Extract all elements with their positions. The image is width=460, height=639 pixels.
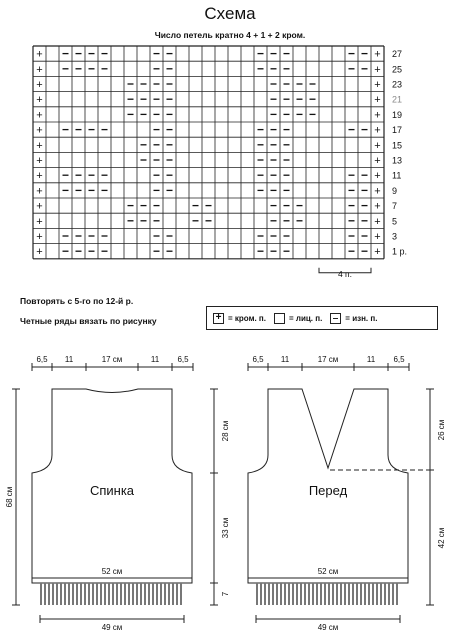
back-width-bottom: 49 см (101, 623, 123, 632)
row-number-label: 21 (392, 94, 403, 105)
row-number-label: 25 (392, 64, 403, 75)
front-height-lower: 42 см (437, 527, 446, 549)
row-number-label: 9 (392, 185, 398, 196)
back-dim-1: 6,5 (36, 355, 48, 364)
row-number-label: 1 р. (392, 246, 408, 257)
front-ribbing (256, 583, 400, 605)
front-label: Перед (308, 483, 348, 498)
row-number-label: 7 (392, 201, 398, 212)
edge-stitch-mark: + (36, 139, 43, 152)
back-height-total: 68 см (5, 486, 14, 508)
edge-stitch-mark: + (36, 94, 43, 107)
edge-stitch-mark: + (36, 200, 43, 213)
chart-title: Схема (204, 4, 256, 23)
back-height-upper: 28 см (221, 420, 230, 442)
legend-purl-label: = изн. п. (345, 313, 378, 323)
edge-stitch-mark: + (36, 185, 43, 198)
edge-stitch-mark: + (374, 48, 381, 61)
edge-stitch-mark: + (374, 79, 381, 91)
front-width-inner: 52 см (317, 567, 339, 576)
edge-stitch-mark: + (374, 170, 381, 183)
front-dim-2: 11 (280, 355, 290, 364)
edge-stitch-mark: + (374, 231, 381, 243)
front-dim-3: 17 см (317, 355, 339, 364)
row-number-label: 27 (392, 49, 403, 60)
row-number-label: 3 (392, 231, 398, 242)
row-number-label: 17 (392, 125, 403, 136)
row-number-label: 19 (392, 109, 403, 120)
edge-stitch-mark: + (374, 139, 381, 152)
edge-stitch-mark: + (36, 155, 43, 167)
back-height-middle: 33 см (221, 517, 230, 539)
edge-stitch-mark: + (36, 124, 43, 137)
edge-stitch-mark: + (374, 155, 381, 167)
edge-stitch-mark: + (36, 48, 43, 61)
front-height-upper: 26 см (437, 419, 446, 441)
repeat-note: Повторять с 5-го по 12-й р. (20, 296, 134, 306)
edge-stitch-mark: + (374, 185, 381, 198)
front-dim-1: 6,5 (252, 355, 264, 364)
edge-stitch-mark: + (374, 94, 381, 107)
legend-knit-label: = лиц. п. (288, 313, 323, 323)
back-dim-4: 11 (150, 355, 160, 364)
edge-stitch-mark: + (374, 246, 381, 259)
back-width-inner: 52 см (101, 567, 123, 576)
edge-stitch-mark: + (36, 109, 43, 122)
edge-stitch-mark: + (36, 231, 43, 243)
back-label: Спинка (89, 483, 135, 498)
row-number-label: 11 (392, 170, 402, 181)
edge-stitch-mark: + (36, 215, 43, 228)
row-number-label: 23 (392, 79, 403, 90)
back-dim-2: 11 (64, 355, 74, 364)
edge-stitch-mark: + (374, 124, 381, 137)
legend-edge-label: = кром. п. (228, 313, 266, 323)
edge-stitch-mark: + (36, 246, 43, 259)
front-dim-4: 11 (366, 355, 376, 364)
front-dim-5: 6,5 (393, 355, 405, 364)
edge-stitch-icon: + (213, 313, 224, 324)
chart-subtitle: Число петель кратно 4 + 1 + 2 кром. (154, 30, 306, 40)
row-number-label: 15 (392, 140, 403, 151)
even-rows-note: Четные ряды вязать по рисунку (20, 316, 157, 326)
row-number-label: 13 (392, 155, 403, 166)
front-width-bottom: 49 см (317, 623, 339, 632)
edge-stitch-mark: + (36, 63, 43, 76)
back-ribbing (40, 583, 184, 605)
back-dim-5: 6,5 (177, 355, 189, 364)
edge-stitch-mark: + (36, 79, 43, 91)
edge-stitch-mark: + (374, 109, 381, 122)
back-height-band: 7 (221, 591, 230, 597)
edge-stitch-mark: + (36, 170, 43, 183)
repeat-label: 4 п. (337, 268, 353, 279)
edge-stitch-mark: + (374, 215, 381, 228)
edge-stitch-mark: + (374, 63, 381, 76)
edge-stitch-mark: + (374, 200, 381, 213)
back-dim-3: 17 см (101, 355, 123, 364)
row-number-label: 5 (392, 216, 398, 227)
